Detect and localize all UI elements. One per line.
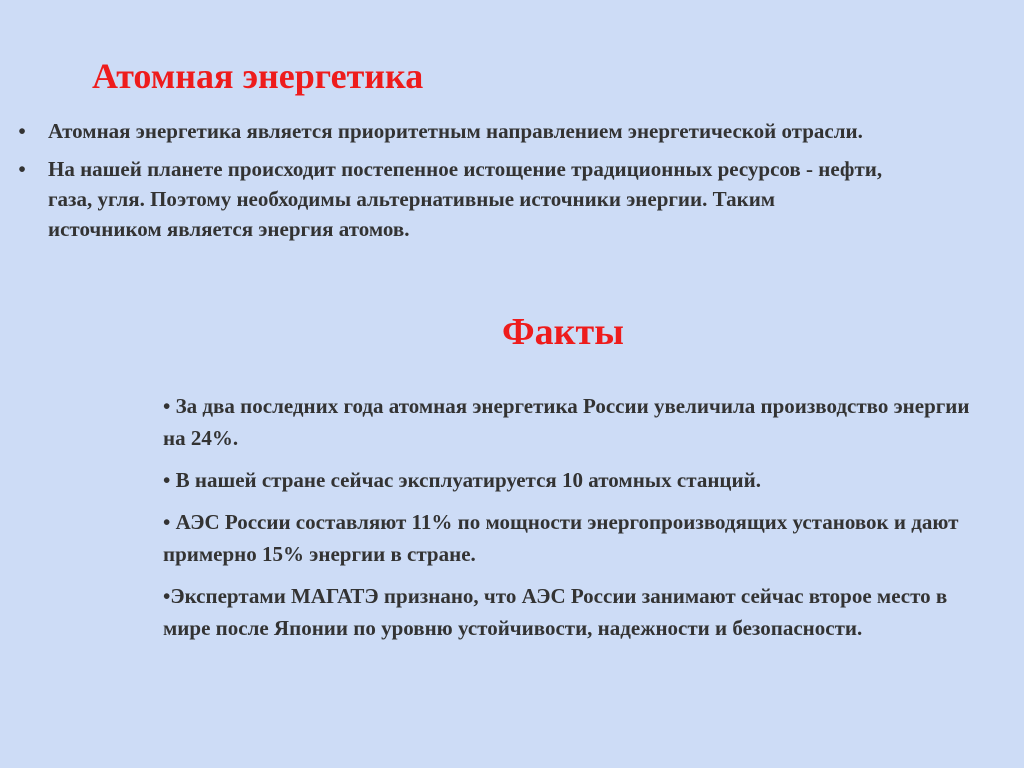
facts-list — [163, 390, 983, 654]
fact-item: • АЭС России составляют 11% по мощности энергопроизводящих установок и дают примерно 15% энергии в стране. — [163, 510, 959, 566]
intro-bullet-item — [12, 116, 892, 146]
fact-item: •Экспертами МАГАТЭ признано, что АЭС России занимают сейчас второе место в мире после Японии по уровню устойчивости, надежности и безопасности. — [163, 584, 948, 640]
bullet-text: Атомная энергетика является приоритетным направлением энергетической отрасли. — [48, 119, 863, 143]
fact-item: • За два последних года атомная энергетика России увеличила производство энергии на 24%. — [163, 394, 970, 450]
fact-item: • В нашей стране сейчас эксплуатируется 10 атомных станций. — [163, 468, 761, 492]
facts-heading: Факты — [502, 311, 624, 353]
bullet-marker: • — [18, 157, 26, 181]
intro-bullet-item — [12, 154, 892, 244]
bullet-text: На нашей планете происходит постепенное истощение традиционных ресурсов - нефти, газа, угля. Поэтому необходимы альтернативные источники энергии. Таким источником является энергия атомов. — [48, 157, 883, 241]
bullet-marker: • — [18, 119, 26, 143]
slide-title: Атомная энергетика — [92, 56, 424, 96]
intro-bullet-list — [12, 116, 892, 252]
